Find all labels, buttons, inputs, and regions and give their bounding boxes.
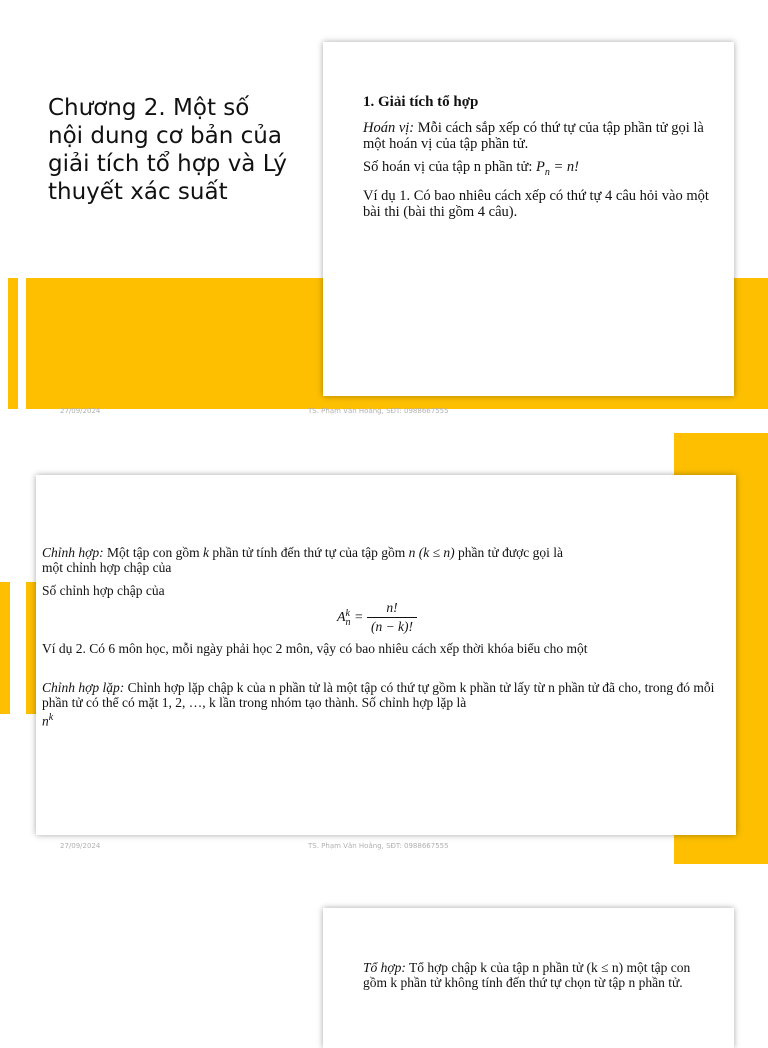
- chinhhop-formula: A k n = $\frac{n!}{(n - k)!}$: [42, 600, 722, 635]
- slide-3-content-card: [323, 908, 734, 1048]
- slide-1-title: Chương 2. Một số nội dung cơ bản của giải tích tổ hợp và Lý thuyết xác suất: [48, 95, 288, 205]
- example-2: Ví dụ 2. Có 6 môn học, mỗi ngày phải học 2 môn, vậy có bao nhiêu cách xếp thời khóa biểu cho một: [42, 641, 588, 656]
- accent-bar-left: [8, 278, 18, 409]
- chinhhop-definition-line2: một chỉnh hợp chập của: [42, 560, 172, 575]
- chinhhop-lap-formula: $n^k$: [42, 712, 54, 729]
- tohop-term: Tổ hợp:: [363, 960, 406, 975]
- hoanvi-formula: $P_n = n$!: [535, 159, 579, 178]
- slide-2: [0, 420, 768, 890]
- slide-1-content-card: [323, 42, 734, 396]
- hoanvi-count: [363, 159, 713, 181]
- chinhhop-lap-term: Chỉnh hợp lặp:: [42, 680, 125, 695]
- hoanvi-term: Hoán vị:: [363, 120, 415, 136]
- hoanvi-count-text: Số hoán vị của tập n phần tử:: [363, 159, 536, 175]
- slide-1-footer-author: TS. Phạm Văn Hoằng, SĐT: 0988667555: [308, 407, 449, 415]
- slide-1: [0, 0, 768, 420]
- accent-bar-left-1: [0, 582, 10, 714]
- chinhhop-lap-definition: Chỉnh hợp lặp: Chỉnh hợp lặp chập k của n phần tử là một tập có thứ tự gồm k phần tử lấy từ n phần tử đã cho, trong đó mỗi phần tử có thể có mặt 1, 2, …, k lần trong nhóm tạo thành. Số chỉnh hợp lặp là: [42, 680, 715, 710]
- slide-1-footer-date: 27/09/2024: [60, 407, 101, 415]
- chinhhop-count: Số chỉnh hợp chập của: [42, 583, 165, 598]
- chinhhop-definition: Chỉnh hợp: Một tập con gồm k phần tử tính đến thứ tự của tập gồm n (k ≤ n) phần tử được gọi là: [42, 545, 564, 560]
- chinhhop-term: Chỉnh hợp:: [42, 545, 104, 560]
- accent-bar-left-2: [26, 582, 36, 714]
- example-1: Ví dụ 1. Có bao nhiêu cách xếp có thứ tự 4 câu hỏi vào một bài thi (bài thi gồm 4 câu).: [363, 187, 709, 220]
- slide-3: [0, 890, 768, 1024]
- tohop-definition: Tổ hợp: Tổ hợp chập k của tập n phần tử (k ≤ n) một tập con gồm k phần tử không tính đến thứ tự chọn từ tập n phần tử.: [363, 960, 691, 990]
- chinhhop-fraction: $\frac{n!}{(n - k)!}$: [367, 600, 417, 635]
- slide-2-footer-date: 27/09/2024: [60, 842, 101, 850]
- slide-2-content-card: [36, 475, 736, 835]
- slide-2-footer-author: TS. Phạm Văn Hoằng, SĐT: 0988667555: [308, 842, 449, 850]
- hoanvi-definition: [363, 120, 713, 152]
- hoanvi-text: Mỗi cách sắp xếp có thứ tự của tập phần tử gọi là một hoán vị của tập phần tử.: [363, 120, 704, 152]
- section-heading: 1. Giải tích tổ hợp: [363, 94, 479, 110]
